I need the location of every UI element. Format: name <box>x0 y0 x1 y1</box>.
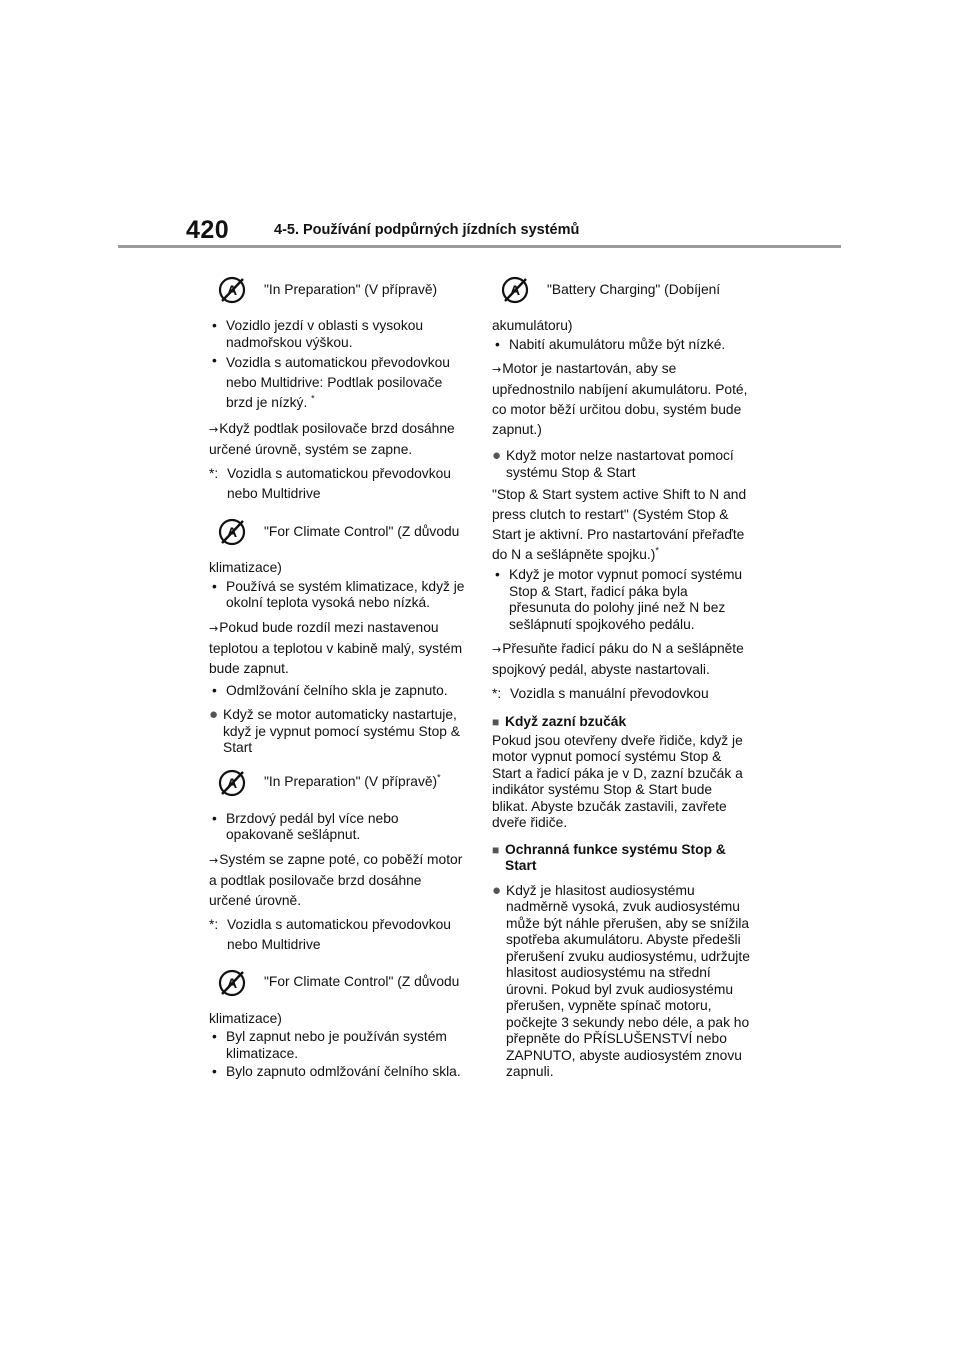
stop-start-off-icon <box>217 275 247 305</box>
arrow-icon: → <box>209 423 219 436</box>
stop-start-off-icon <box>217 968 247 998</box>
bullet-mark: • <box>212 578 217 594</box>
list-item <box>209 683 467 700</box>
stop-start-off-icon <box>217 517 247 547</box>
square-mark: ■ <box>492 842 500 857</box>
condition-text: Když je hlasitost audiosystému nadměrně vysoká, zvuk audiosystému může být náhle přerušen, aby se snížila spotřeba akumulátoru. Abyste předešli přerušení zvuku audiosystému, udržujte hlasitost audiosystému na střední úrovni. Pokud byl zvuk audiosystému přerušen, vypněte spínač motoru, počkejte 3 sekundy nebo déle, a pak ho přepněte do PŘÍSLUŠENSTVÍ nebo ZAPNUTO, abyste audiosystém znovu zapnuli. <box>506 882 750 1079</box>
footnote <box>209 915 467 955</box>
bullet-text: Byl zapnut nebo je používán systém klimatizace. <box>226 1029 447 1061</box>
condition-item <box>492 883 750 1081</box>
list-item <box>209 1064 467 1081</box>
list-item <box>209 318 467 351</box>
footnote-ref: * <box>437 772 441 783</box>
indicator-label: "In Preparation" (V přípravě) <box>264 281 438 297</box>
section-title: 4-5. Používání podpůrných jízdních systémů <box>274 222 580 238</box>
subheading <box>492 714 750 731</box>
bullet-mark: • <box>212 1064 217 1079</box>
result-text: →Přesuňte řadicí páku do N a sešlápněte spojkový pedál, abyste nastartovali. <box>492 641 744 677</box>
bullet-text: Když je motor vypnut pomocí systému Stop & Start, řadicí páka byla přesunuta do polohy jiné než N bez sešlápnutí spojkového pedálu. <box>509 567 743 632</box>
left-column <box>209 264 467 1083</box>
square-mark: ■ <box>492 715 500 729</box>
footnote-mark: *: <box>209 466 219 481</box>
condition-item <box>209 707 467 757</box>
stop-start-off-icon <box>217 768 247 798</box>
page-number: 420 <box>186 216 230 244</box>
footnote <box>209 464 467 504</box>
arrow-icon: → <box>492 363 502 376</box>
indicator-row <box>209 510 467 554</box>
bullet-mark: • <box>212 353 217 368</box>
dot-mark: ● <box>209 706 219 723</box>
paragraph: Pokud jsou otevřeny dveře řidiče, když je motor vypnut pomocí systému Stop & Start a řadicí páka je v D, zazní bzučák a indikátor systému Stop & Start bude blikat. Abyste bzučák zastavili, zavřete dveře řidiče. <box>492 732 743 830</box>
bullet-text: Bylo zapnuto odmlžování čelního skla. <box>226 1064 461 1079</box>
bullet-text: Brzdový pedál byl více nebo opakovaně sešlápnut. <box>226 810 399 842</box>
indicator-row <box>209 761 467 805</box>
condition-text: Když motor nelze nastartovat pomocí systému Stop & Start <box>506 448 734 480</box>
indicator-label-cont: klimatizace) <box>209 1010 282 1026</box>
condition-item <box>492 448 750 481</box>
footnote-text: Vozidla s manuální převodovkou <box>510 686 709 701</box>
list-item <box>209 1029 467 1062</box>
list-item <box>492 337 750 354</box>
message-text: "Stop & Start system active Shift to N and press clutch to restart" (Systém Stop & Start je aktivní. Pro nastartování přeřaďte do N a sešlápněte spojku.)* <box>492 487 747 562</box>
footnote-ref: * <box>655 545 659 556</box>
indicator-label: "Battery Charging" (Dobíjení <box>547 281 721 297</box>
subheading-text: Ochranná funkce systému Stop & Start <box>505 841 726 873</box>
result-text: →Když podtlak posilovače brzd dosáhne určené úrovně, systém se zapne. <box>209 421 455 457</box>
arrow-icon: → <box>492 643 502 656</box>
footnote <box>492 684 750 704</box>
list-item <box>209 811 467 844</box>
bullet-text: Nabití akumulátoru může být nízké. <box>509 336 726 352</box>
result-text: →Pokud bude rozdíl mezi nastavenou teplotou a teplotou v kabině malý, systém bude zapnut. <box>209 619 463 676</box>
bullet-text: Odmlžování čelního skla je zapnuto. <box>226 682 448 698</box>
indicator-row <box>209 268 467 312</box>
result-text: →Systém se zapne poté, co poběží motor a podtlak posilovače brzd dosáhne určené úrovně. <box>209 851 463 908</box>
footnote-text: Vozidla s automatickou převodovkou nebo Multidrive <box>227 916 451 952</box>
bullet-mark: • <box>495 336 500 352</box>
indicator-label-cont: akumulátoru) <box>492 318 573 333</box>
indicator-row <box>492 268 750 312</box>
indicator-label: "In Preparation" (V přípravě)* <box>264 772 441 790</box>
bullet-mark: • <box>212 1029 217 1044</box>
right-column <box>492 264 750 1085</box>
indicator-row <box>209 961 467 1005</box>
indicator-label: "For Climate Control" (Z důvodu <box>264 974 460 990</box>
header-rule <box>118 245 841 248</box>
result-text: →Motor je nastartován, aby se upřednostnilo nabíjení akumulátoru. Poté, co motor běží určitou dobu, systém bude zapnut.) <box>492 361 748 437</box>
condition-text: Když se motor automaticky nastartuje, když je vypnut pomocí systému Stop & Start <box>223 707 460 755</box>
subheading <box>492 842 750 875</box>
bullet-text: Vozidla s automatickou převodovkou nebo Multidrive: Podtlak posilovače brzd je nízký. * <box>226 355 450 410</box>
bullet-mark: • <box>495 567 500 582</box>
page-header <box>186 216 846 246</box>
dot-mark: ● <box>492 447 502 464</box>
list-item <box>209 353 467 413</box>
indicator-label: "For Climate Control" (Z důvodu <box>264 523 460 539</box>
footnote-mark: *: <box>492 686 502 701</box>
bullet-text: Používá se systém klimatizace, když je okolní teplota vysoká nebo nízká. <box>226 578 465 610</box>
footnote-mark: *: <box>209 916 219 932</box>
indicator-label-cont: klimatizace) <box>209 560 282 575</box>
bullet-mark: • <box>212 682 217 698</box>
subheading-text: Když zazní bzučák <box>505 714 627 729</box>
bullet-mark: • <box>212 810 217 826</box>
arrow-icon: → <box>209 621 219 635</box>
bullet-text: Vozidlo jezdí v oblasti s vysokou nadmořskou výškou. <box>226 318 424 350</box>
footnote-text: Vozidla s automatickou převodovkou nebo Multidrive <box>227 466 451 501</box>
footnote-ref: * <box>311 393 315 404</box>
list-item <box>209 579 467 612</box>
bullet-mark: • <box>212 318 217 333</box>
arrow-icon: → <box>209 853 219 867</box>
stop-start-off-icon <box>500 275 530 305</box>
dot-mark: ● <box>492 881 502 899</box>
list-item <box>492 567 750 633</box>
